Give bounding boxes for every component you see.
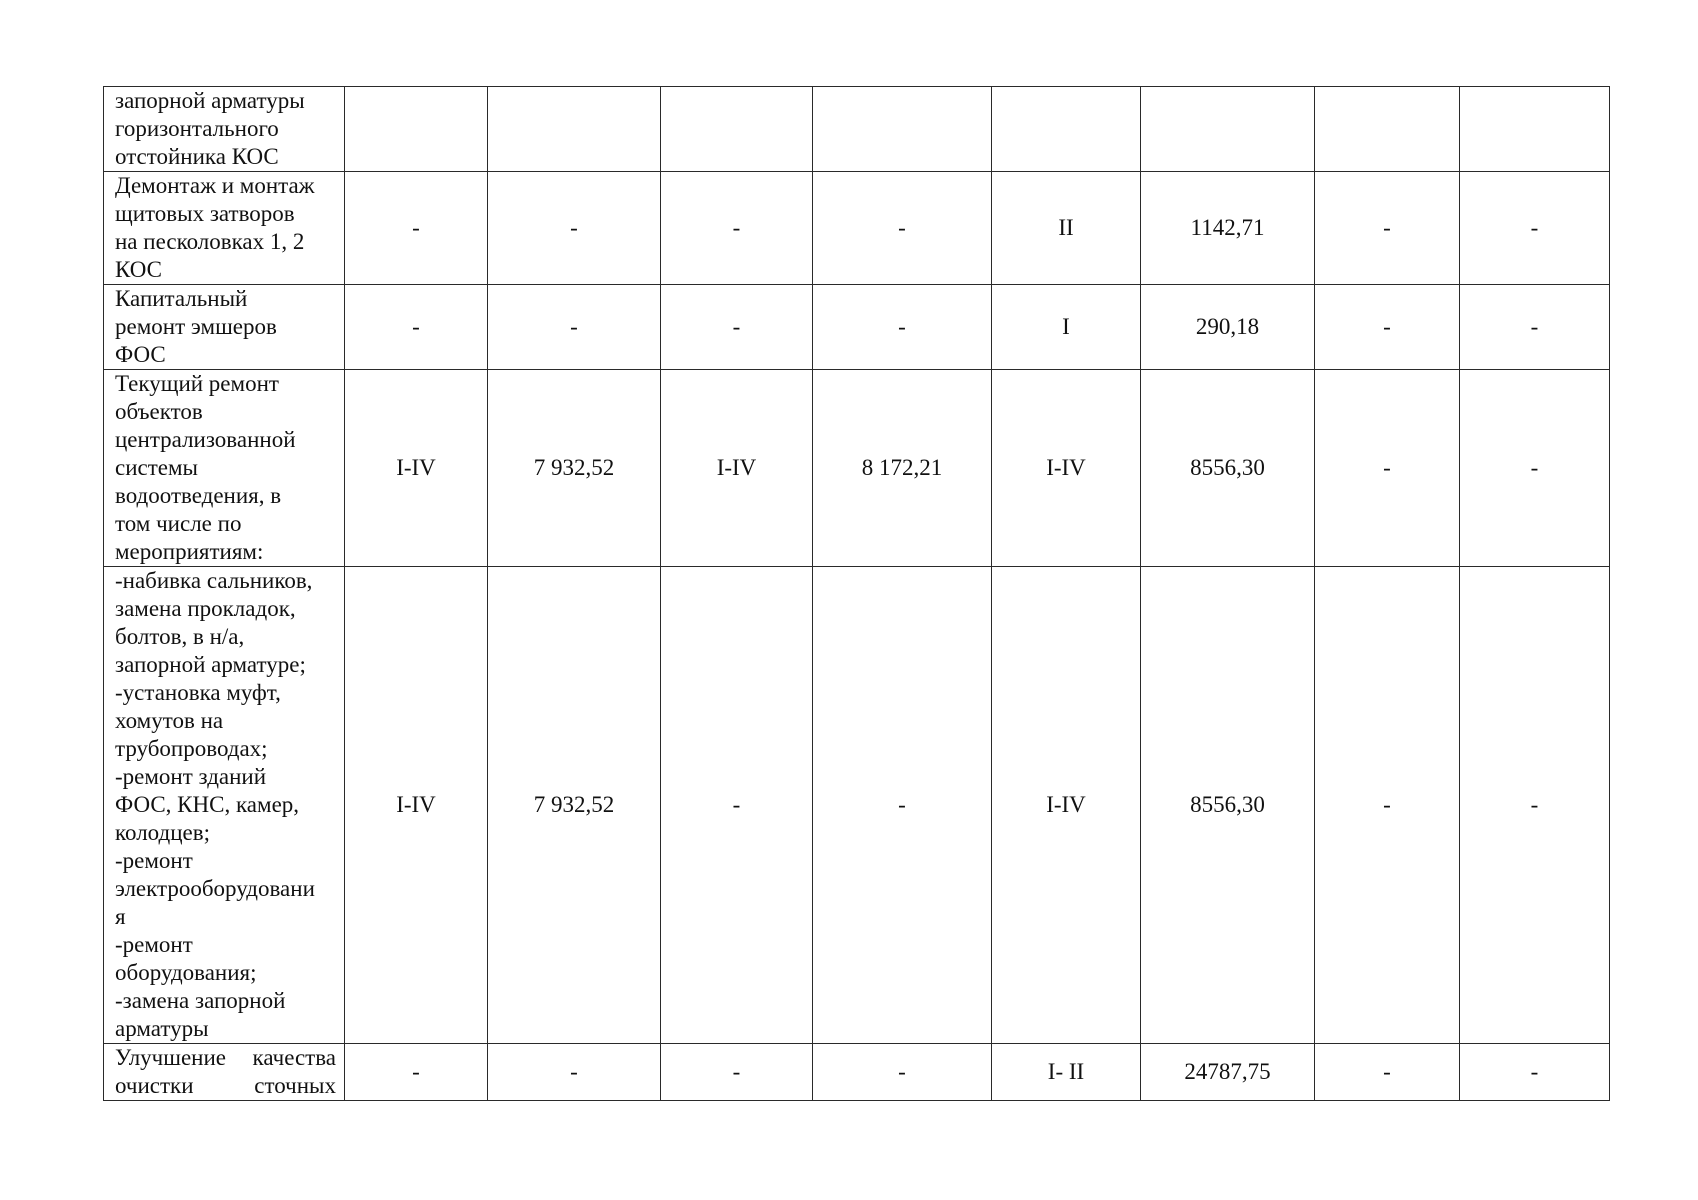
- table-cell: 24787,75: [1141, 1044, 1315, 1101]
- table-row: [104, 370, 1610, 567]
- table-cell: 1142,71: [1141, 172, 1315, 285]
- table-row: [104, 172, 1610, 285]
- table-cell: II: [992, 172, 1141, 285]
- table-cell: I-IV: [992, 370, 1141, 567]
- table-cell: I-IV: [345, 567, 488, 1044]
- table-cell: I-IV: [992, 567, 1141, 1044]
- table-cell: I: [992, 285, 1141, 370]
- table-cell: -: [345, 1044, 488, 1101]
- table-cell: -: [1460, 567, 1610, 1044]
- table-row: [104, 87, 1610, 172]
- table-cell: -: [345, 285, 488, 370]
- table-cell: 7 932,52: [488, 567, 661, 1044]
- row-description: Улучшение качества очистки сточных: [104, 1044, 345, 1101]
- table-cell: -: [488, 1044, 661, 1101]
- table-cell: -: [345, 172, 488, 285]
- table-cell: -: [813, 1044, 992, 1101]
- table-cell: 8556,30: [1141, 370, 1315, 567]
- table-cell: [1315, 87, 1460, 172]
- table-row: [104, 1044, 1610, 1101]
- table-cell: [813, 87, 992, 172]
- table-cell: -: [661, 567, 813, 1044]
- table-cell: I-IV: [345, 370, 488, 567]
- row-description: Демонтаж и монтаж щитовых затворов на песколовках 1, 2 КОС: [104, 172, 345, 285]
- row-description: -набивка сальников, замена прокладок, болтов, в н/а, запорной арматуре; -установка муфт, хомутов на трубопроводах; -ремонт зданий ФОС, КНС, камер, колодцев; -ремонт электрооборудовани я -ремонт оборудования; -замена запорной арматуры: [104, 567, 345, 1044]
- table-row: [104, 285, 1610, 370]
- table-cell: -: [661, 285, 813, 370]
- table-cell: -: [1315, 285, 1460, 370]
- table-cell: 7 932,52: [488, 370, 661, 567]
- table-cell: -: [488, 172, 661, 285]
- table-cell: -: [1315, 567, 1460, 1044]
- table-cell: [661, 87, 813, 172]
- table-row: [104, 567, 1610, 1044]
- table-cell: -: [1460, 1044, 1610, 1101]
- table-cell: [345, 87, 488, 172]
- measures-table: [103, 86, 1610, 1101]
- table-cell: -: [813, 172, 992, 285]
- table-cell: -: [813, 567, 992, 1044]
- table-cell: -: [1460, 370, 1610, 567]
- table-cell: I- II: [992, 1044, 1141, 1101]
- table-cell: -: [488, 285, 661, 370]
- table-cell: 8556,30: [1141, 567, 1315, 1044]
- table-cell: -: [661, 172, 813, 285]
- row-description: Капитальный ремонт эмшеров ФОС: [104, 285, 345, 370]
- table-cell: -: [661, 1044, 813, 1101]
- table-cell: I-IV: [661, 370, 813, 567]
- table-cell: -: [1315, 370, 1460, 567]
- table-cell: [488, 87, 661, 172]
- table-cell: [1460, 87, 1610, 172]
- row-description: запорной арматуры горизонтального отстойника КОС: [104, 87, 345, 172]
- table-cell: -: [1315, 172, 1460, 285]
- table-cell: -: [1460, 172, 1610, 285]
- table-cell: 290,18: [1141, 285, 1315, 370]
- table-cell: -: [813, 285, 992, 370]
- row-description: Текущий ремонт объектов централизованной системы водоотведения, в том числе по мероприятиям:: [104, 370, 345, 567]
- table-cell: -: [1315, 1044, 1460, 1101]
- table-cell: -: [1460, 285, 1610, 370]
- table-cell: 8 172,21: [813, 370, 992, 567]
- table-cell: [1141, 87, 1315, 172]
- table-cell: [992, 87, 1141, 172]
